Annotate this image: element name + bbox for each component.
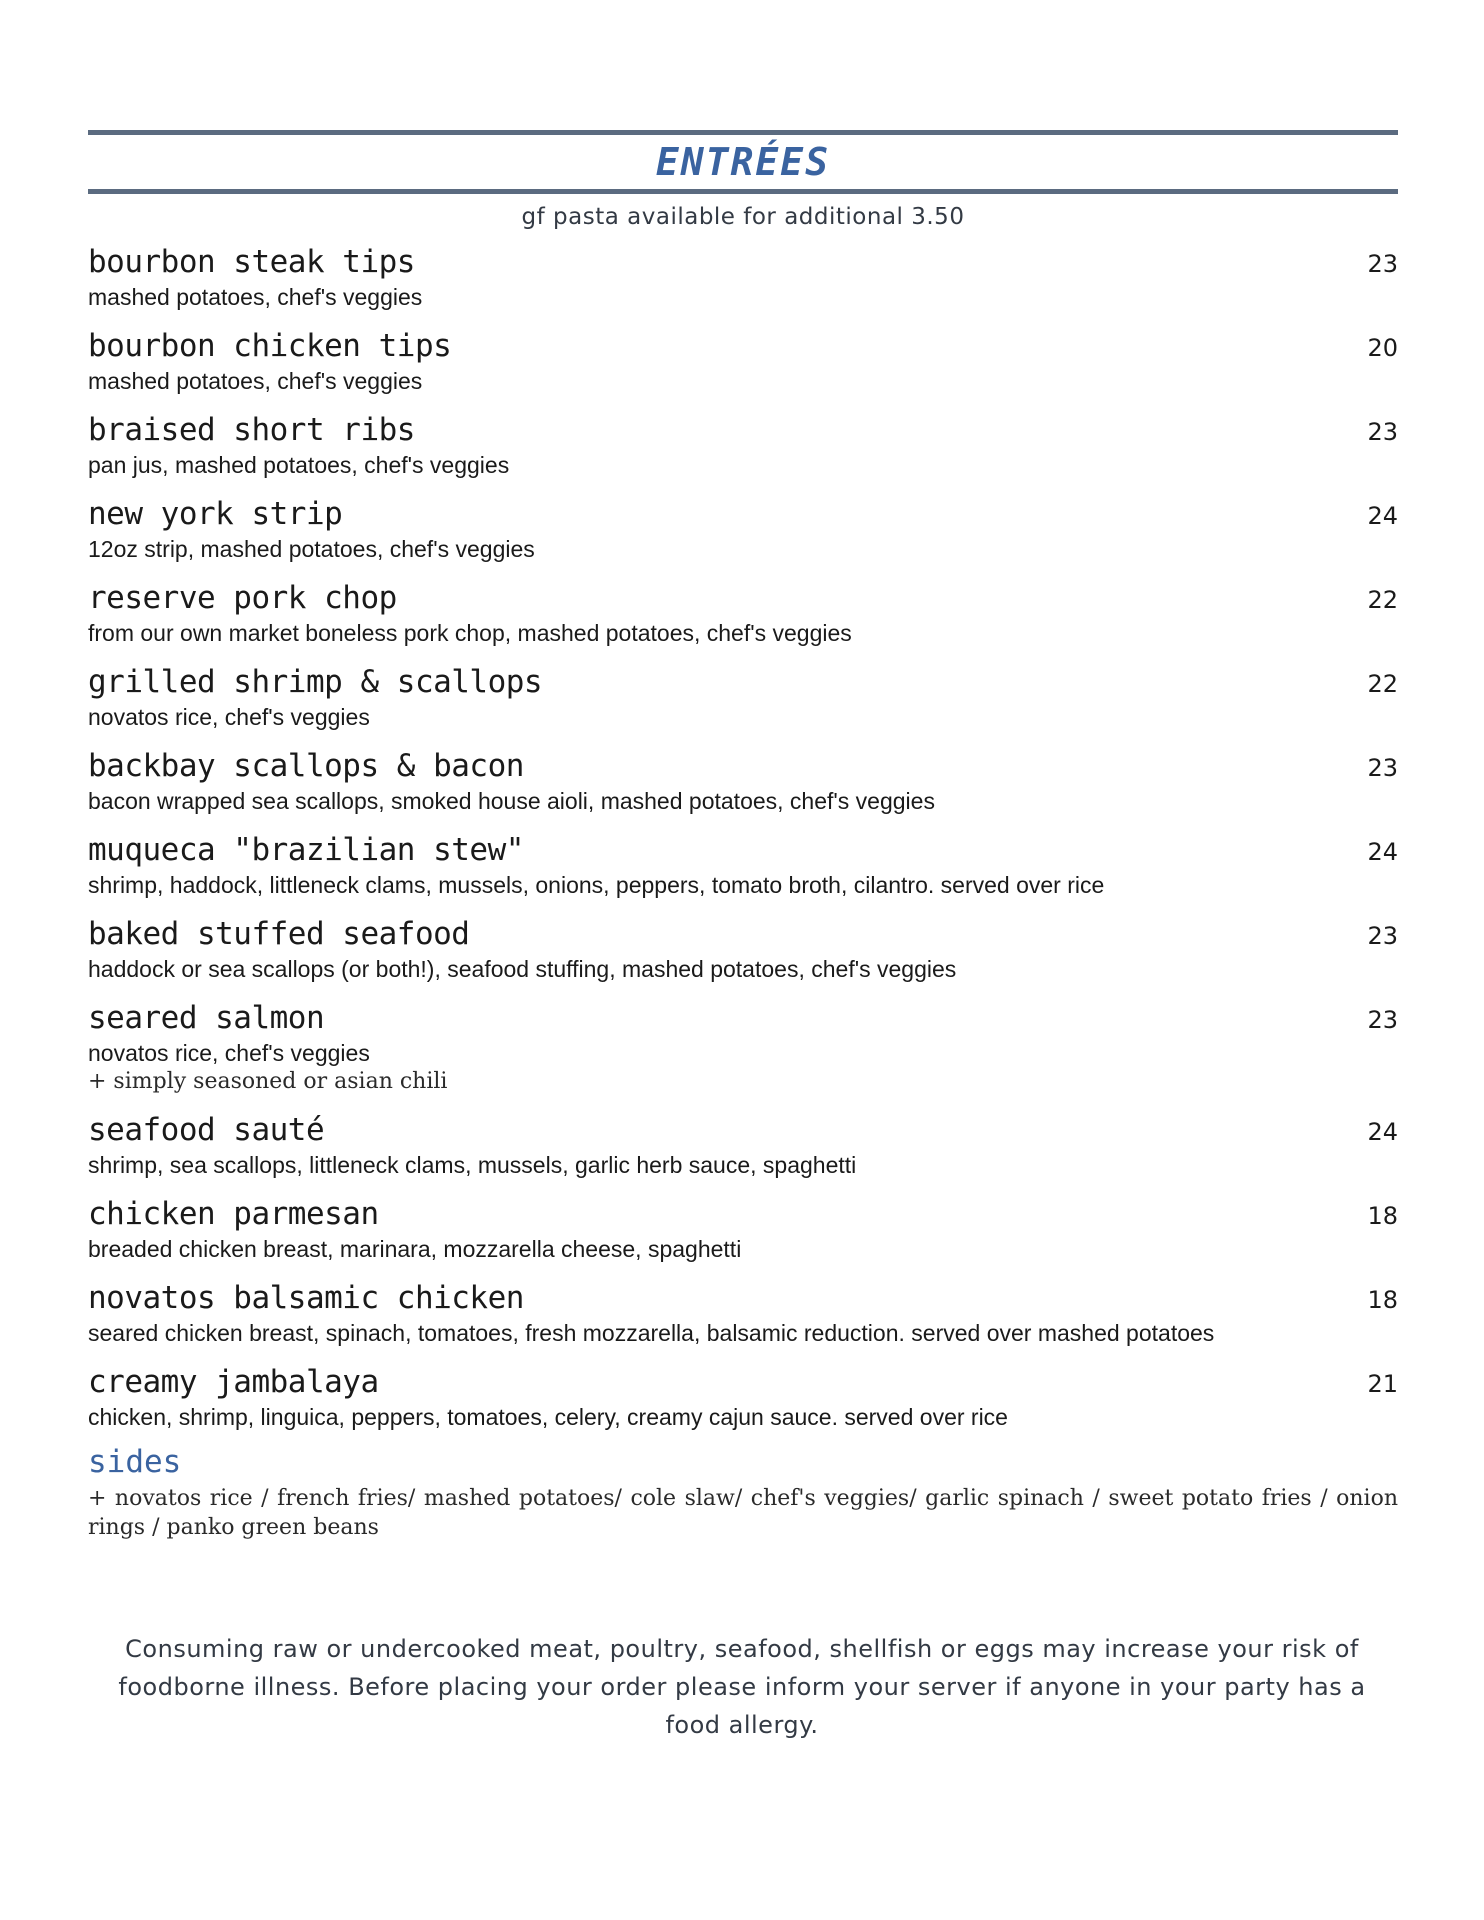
item-price: 23 xyxy=(1367,922,1398,950)
menu-item xyxy=(88,830,1398,900)
item-price: 24 xyxy=(1367,502,1398,530)
item-price: 18 xyxy=(1367,1202,1398,1230)
sides-section xyxy=(88,1442,1398,1542)
item-name: backbay scallops & bacon xyxy=(88,748,524,784)
item-price: 20 xyxy=(1367,334,1398,362)
item-name: bourbon steak tips xyxy=(88,244,415,280)
menu-item xyxy=(88,662,1398,732)
item-description: pan jus, mashed potatoes, chef's veggies xyxy=(88,452,510,478)
item-description: haddock or sea scallops (or both!), seafood stuffing, mashed potatoes, chef's veggies xyxy=(88,956,957,982)
item-price: 22 xyxy=(1367,586,1398,614)
item-name: chicken parmesan xyxy=(88,1196,379,1232)
item-price: 23 xyxy=(1367,1006,1398,1034)
menu-page xyxy=(88,130,1398,1542)
item-description: breaded chicken breast, marinara, mozzarella cheese, spaghetti xyxy=(88,1236,742,1262)
item-description: novatos rice, chef's veggies xyxy=(88,1040,370,1066)
entree-list xyxy=(88,242,1398,1432)
item-description: mashed potatoes, chef's veggies xyxy=(88,284,423,310)
item-description: mashed potatoes, chef's veggies xyxy=(88,368,423,394)
item-price: 23 xyxy=(1367,754,1398,782)
menu-item xyxy=(88,326,1398,396)
menu-item xyxy=(88,242,1398,312)
menu-item xyxy=(88,1278,1398,1348)
item-description: shrimp, sea scallops, littleneck clams, mussels, garlic herb sauce, spaghetti xyxy=(88,1152,857,1178)
item-name: grilled shrimp & scallops xyxy=(88,664,543,700)
item-description: shrimp, haddock, littleneck clams, mussels, onions, peppers, tomato broth, cilantro. served over rice xyxy=(88,872,1105,898)
menu-item xyxy=(88,746,1398,816)
menu-item xyxy=(88,410,1398,480)
item-price: 23 xyxy=(1367,250,1398,278)
menu-item xyxy=(88,1194,1398,1264)
item-price: 24 xyxy=(1367,838,1398,866)
item-description: bacon wrapped sea scallops, smoked house aioli, mashed potatoes, chef's veggies xyxy=(88,788,935,814)
item-price: 24 xyxy=(1367,1118,1398,1146)
item-name: bourbon chicken tips xyxy=(88,328,452,364)
allergy-disclaimer: Consuming raw or undercooked meat, poultry, seafood, shellfish or eggs may increase your risk of foodborne illness. Before placing your order please inform your server if anyone in your party has a food allergy. xyxy=(118,1635,1366,1739)
item-name: new york strip xyxy=(88,496,343,532)
item-description: from our own market boneless pork chop, mashed potatoes, chef's veggies xyxy=(88,620,852,646)
item-price: 21 xyxy=(1367,1370,1398,1398)
item-description: novatos rice, chef's veggies xyxy=(88,704,370,730)
item-description: chicken, shrimp, linguica, peppers, tomatoes, celery, creamy cajun sauce. served over rice xyxy=(88,1404,1008,1430)
item-name: seared salmon xyxy=(88,1000,325,1036)
sides-title: sides xyxy=(88,1444,182,1480)
item-price: 22 xyxy=(1367,670,1398,698)
sides-list: + novatos rice / french fries/ mashed potatoes/ cole slaw/ chef's veggies/ garlic spinach / sweet potato fries / onion rings / panko green beans xyxy=(88,1486,1398,1540)
item-price: 23 xyxy=(1367,418,1398,446)
item-name: baked stuffed seafood xyxy=(88,916,470,952)
item-name: seafood sauté xyxy=(88,1112,325,1148)
item-description: 12oz strip, mashed potatoes, chef's veggies xyxy=(88,536,535,562)
item-description: seared chicken breast, spinach, tomatoes, fresh mozzarella, balsamic reduction. served over mashed potatoes xyxy=(88,1320,1215,1346)
item-price: 18 xyxy=(1367,1286,1398,1314)
gf-pasta-note: gf pasta available for additional 3.50 xyxy=(521,204,965,230)
menu-item xyxy=(88,494,1398,564)
bottom-rule xyxy=(88,189,1398,194)
item-name: novatos balsamic chicken xyxy=(88,1280,524,1316)
item-name: reserve pork chop xyxy=(88,580,397,616)
menu-item xyxy=(88,1110,1398,1180)
section-title: ENTRÉES xyxy=(655,140,831,184)
item-name: creamy jambalaya xyxy=(88,1364,379,1400)
menu-item xyxy=(88,1362,1398,1432)
menu-item xyxy=(88,914,1398,984)
menu-item xyxy=(88,578,1398,648)
item-option-note: + simply seasoned or asian chili xyxy=(88,1069,448,1094)
menu-item xyxy=(88,998,1398,1096)
item-name: braised short ribs xyxy=(88,412,415,448)
item-name: muqueca "brazilian stew" xyxy=(88,832,524,868)
